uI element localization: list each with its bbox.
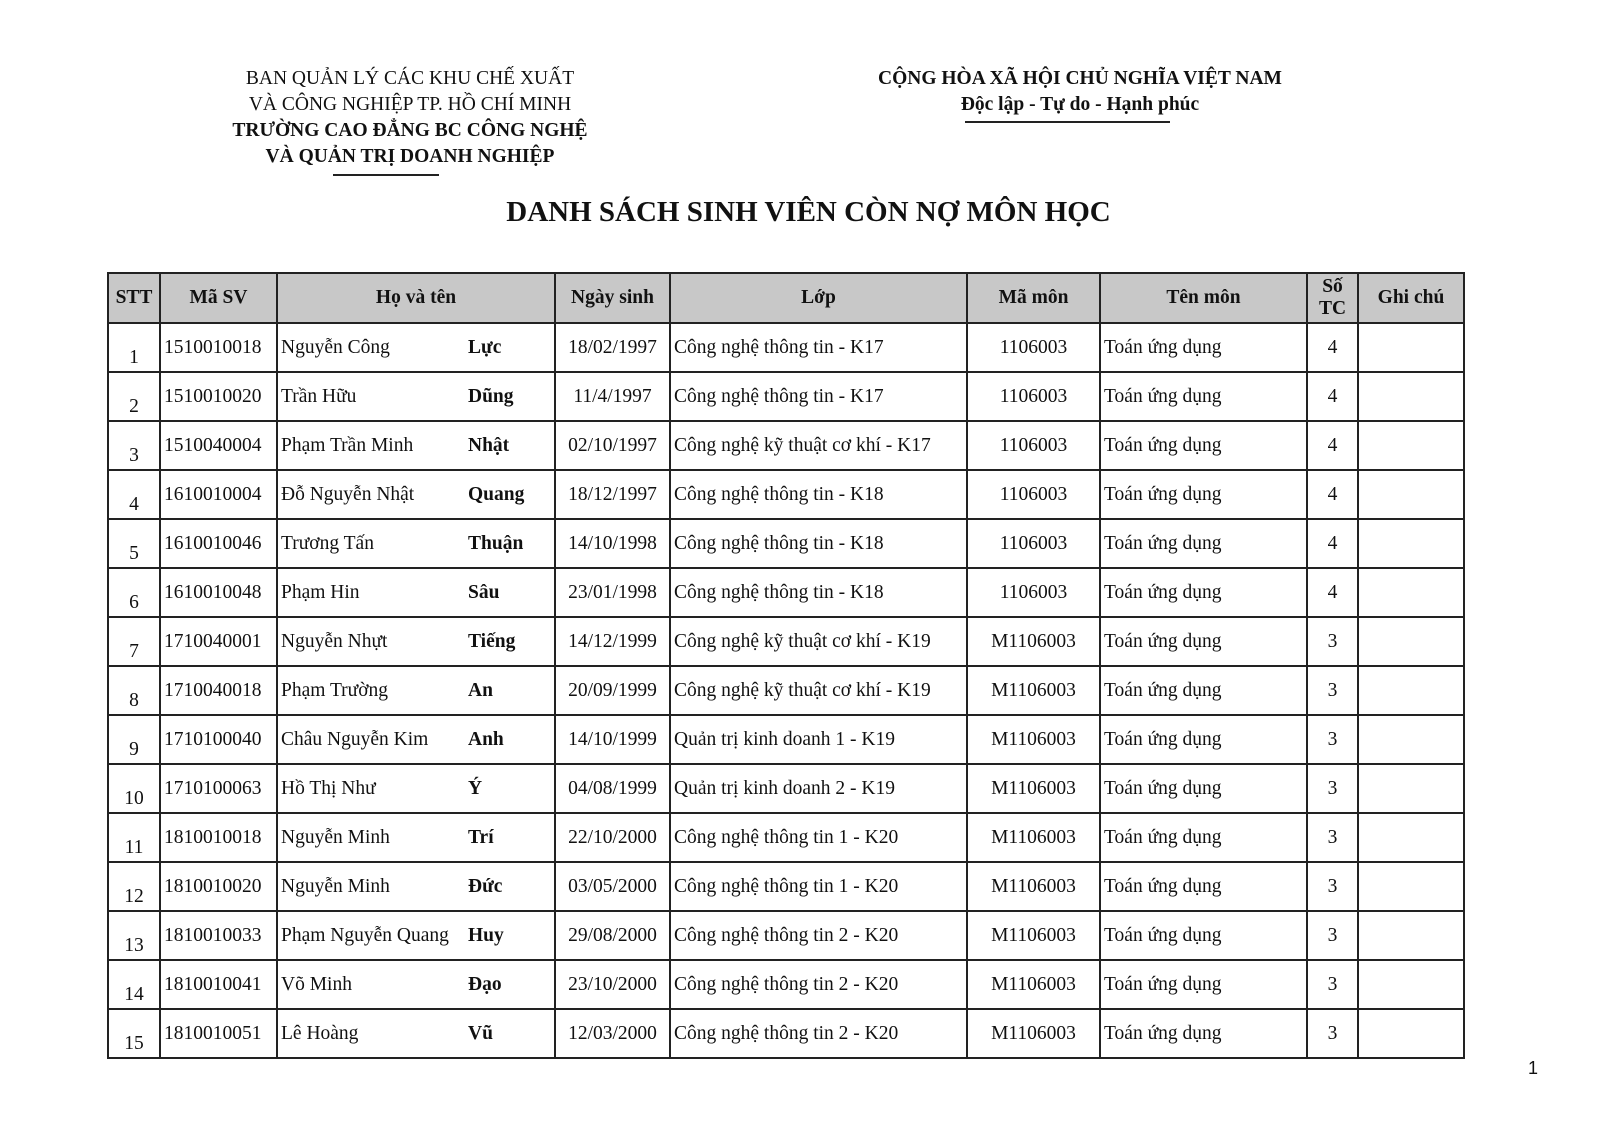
cell-ma-sv: 1810010033 [160, 911, 277, 960]
cell-ghi-chu [1358, 764, 1464, 813]
cell-stt: 8 [108, 666, 160, 715]
cell-lop: Quản trị kinh doanh 1 - K19 [670, 715, 967, 764]
cell-ma-sv: 1710040018 [160, 666, 277, 715]
cell-ma-sv: 1610010048 [160, 568, 277, 617]
cell-lop: Công nghệ kỹ thuật cơ khí - K19 [670, 617, 967, 666]
cell-so-tc: 3 [1307, 666, 1358, 715]
cell-ten-mon: Toán ứng dụng [1100, 372, 1307, 421]
cell-ma-sv: 1610010004 [160, 470, 277, 519]
last-middle-name: Nguyễn Công [281, 336, 390, 358]
col-stt: STT [108, 273, 160, 323]
table-row [108, 764, 1464, 813]
cell-lop: Công nghệ kỹ thuật cơ khí - K19 [670, 666, 967, 715]
cell-ma-sv: 1810010020 [160, 862, 277, 911]
cell-ho-ten [277, 862, 555, 911]
cell-ngay-sinh: 04/08/1999 [555, 764, 670, 813]
first-name: Quang [468, 483, 525, 505]
cell-ngay-sinh: 11/4/1997 [555, 372, 670, 421]
table-row [108, 715, 1464, 764]
cell-ghi-chu [1358, 715, 1464, 764]
cell-ghi-chu [1358, 617, 1464, 666]
cell-lop: Công nghệ thông tin 1 - K20 [670, 813, 967, 862]
cell-ma-sv: 1510010018 [160, 323, 277, 372]
cell-ghi-chu [1358, 666, 1464, 715]
cell-ma-mon: 1106003 [967, 372, 1100, 421]
student-table [107, 272, 1465, 1059]
school-line: TRƯỜNG CAO ĐẲNG BC CÔNG NGHỆ [232, 120, 588, 141]
first-name: Thuận [468, 532, 524, 554]
first-name: Đức [468, 875, 503, 897]
first-name: Tiếng [468, 630, 516, 652]
cell-lop: Công nghệ thông tin - K17 [670, 372, 967, 421]
agency-line: BAN QUẢN LÝ CÁC KHU CHẾ XUẤT [245, 68, 575, 89]
cell-ma-mon: M1106003 [967, 960, 1100, 1009]
cell-stt: 11 [108, 813, 160, 862]
table-row [108, 813, 1464, 862]
table-row [108, 372, 1464, 421]
cell-stt: 3 [108, 421, 160, 470]
cell-stt: 9 [108, 715, 160, 764]
cell-so-tc: 4 [1307, 470, 1358, 519]
school-line: VÀ QUẢN TRỊ DOANH NGHIỆP [265, 146, 555, 167]
cell-ho-ten [277, 470, 555, 519]
cell-ho-ten [277, 617, 555, 666]
cell-ten-mon: Toán ứng dụng [1100, 715, 1307, 764]
table-header-row [108, 273, 1464, 323]
cell-ma-mon: M1106003 [967, 1009, 1100, 1058]
cell-so-tc: 3 [1307, 862, 1358, 911]
divider [333, 174, 439, 176]
cell-so-tc: 3 [1307, 1009, 1358, 1058]
cell-ma-sv: 1810010051 [160, 1009, 277, 1058]
cell-stt: 6 [108, 568, 160, 617]
last-middle-name: Châu Nguyễn Kim [281, 728, 429, 750]
cell-ghi-chu [1358, 421, 1464, 470]
table-row [108, 617, 1464, 666]
last-middle-name: Đỗ Nguyễn Nhật [281, 483, 415, 505]
cell-stt: 15 [108, 1009, 160, 1058]
cell-ma-mon: 1106003 [967, 470, 1100, 519]
cell-ngay-sinh: 22/10/2000 [555, 813, 670, 862]
cell-ghi-chu [1358, 323, 1464, 372]
cell-stt: 10 [108, 764, 160, 813]
cell-so-tc: 3 [1307, 617, 1358, 666]
last-middle-name: Phạm Hin [281, 581, 360, 603]
cell-ten-mon: Toán ứng dụng [1100, 617, 1307, 666]
table-row [108, 960, 1464, 1009]
cell-ten-mon: Toán ứng dụng [1100, 666, 1307, 715]
cell-ho-ten [277, 813, 555, 862]
first-name: Ý [468, 777, 483, 799]
cell-lop: Quản trị kinh doanh 2 - K19 [670, 764, 967, 813]
first-name: Dũng [468, 385, 514, 407]
cell-ngay-sinh: 18/02/1997 [555, 323, 670, 372]
cell-ten-mon: Toán ứng dụng [1100, 323, 1307, 372]
cell-ho-ten [277, 421, 555, 470]
table-row [108, 421, 1464, 470]
last-middle-name: Võ Minh [281, 973, 352, 995]
first-name: Huy [468, 924, 504, 946]
cell-ten-mon: Toán ứng dụng [1100, 813, 1307, 862]
first-name: Lực [468, 336, 502, 358]
cell-ten-mon: Toán ứng dụng [1100, 568, 1307, 617]
cell-ma-mon: M1106003 [967, 666, 1100, 715]
cell-stt: 14 [108, 960, 160, 1009]
cell-so-tc: 4 [1307, 421, 1358, 470]
table-row [108, 1009, 1464, 1058]
cell-ma-mon: M1106003 [967, 813, 1100, 862]
cell-ghi-chu [1358, 1009, 1464, 1058]
cell-ho-ten [277, 960, 555, 1009]
cell-so-tc: 3 [1307, 715, 1358, 764]
cell-ngay-sinh: 23/10/2000 [555, 960, 670, 1009]
cell-ma-sv: 1510010020 [160, 372, 277, 421]
cell-ngay-sinh: 29/08/2000 [555, 911, 670, 960]
cell-ma-mon: 1106003 [967, 323, 1100, 372]
cell-stt: 2 [108, 372, 160, 421]
cell-ghi-chu [1358, 372, 1464, 421]
cell-ma-sv: 1510040004 [160, 421, 277, 470]
national-motto [820, 66, 1340, 118]
col-lop: Lớp [670, 273, 967, 323]
cell-ghi-chu [1358, 911, 1464, 960]
cell-stt: 5 [108, 519, 160, 568]
cell-lop: Công nghệ thông tin 2 - K20 [670, 1009, 967, 1058]
col-ngay-sinh: Ngày sinh [555, 273, 670, 323]
cell-ma-mon: 1106003 [967, 519, 1100, 568]
table-row [108, 911, 1464, 960]
cell-ten-mon: Toán ứng dụng [1100, 470, 1307, 519]
col-ma-sv: Mã SV [160, 273, 277, 323]
cell-ma-mon: M1106003 [967, 764, 1100, 813]
document-title: DANH SÁCH SINH VIÊN CÒN NỢ MÔN HỌC [506, 196, 1111, 228]
first-name: Sâu [468, 581, 500, 603]
cell-ho-ten [277, 1009, 555, 1058]
last-middle-name: Nguyễn Minh [281, 826, 390, 848]
cell-ngay-sinh: 03/05/2000 [555, 862, 670, 911]
table-row [108, 568, 1464, 617]
cell-ten-mon: Toán ứng dụng [1100, 1009, 1307, 1058]
cell-so-tc: 3 [1307, 764, 1358, 813]
cell-ngay-sinh: 14/10/1999 [555, 715, 670, 764]
cell-lop: Công nghệ thông tin - K18 [670, 568, 967, 617]
cell-lop: Công nghệ thông tin - K18 [670, 519, 967, 568]
motto: Độc lập - Tự do - Hạnh phúc [960, 94, 1200, 115]
issuing-agency [170, 66, 650, 170]
cell-so-tc: 4 [1307, 323, 1358, 372]
cell-so-tc: 3 [1307, 960, 1358, 1009]
first-name: An [468, 679, 493, 701]
cell-ghi-chu [1358, 568, 1464, 617]
cell-lop: Công nghệ thông tin 2 - K20 [670, 960, 967, 1009]
cell-lop: Công nghệ thông tin - K17 [670, 323, 967, 372]
cell-ma-mon: 1106003 [967, 421, 1100, 470]
cell-ho-ten [277, 715, 555, 764]
cell-ma-sv: 1710100063 [160, 764, 277, 813]
last-middle-name: Nguyễn Minh [281, 875, 390, 897]
last-middle-name: Phạm Nguyễn Quang [281, 924, 449, 946]
cell-ma-sv: 1810010041 [160, 960, 277, 1009]
cell-ma-sv: 1710100040 [160, 715, 277, 764]
last-middle-name: Nguyễn Nhựt [281, 630, 388, 652]
cell-ghi-chu [1358, 470, 1464, 519]
table-row [108, 862, 1464, 911]
cell-ten-mon: Toán ứng dụng [1100, 519, 1307, 568]
table-row [108, 666, 1464, 715]
cell-ghi-chu [1358, 813, 1464, 862]
cell-ten-mon: Toán ứng dụng [1100, 960, 1307, 1009]
cell-ma-mon: 1106003 [967, 568, 1100, 617]
table-row [108, 470, 1464, 519]
col-ten-mon: Tên môn [1100, 273, 1307, 323]
cell-stt: 13 [108, 911, 160, 960]
cell-ghi-chu [1358, 519, 1464, 568]
cell-ghi-chu [1358, 960, 1464, 1009]
first-name: Anh [468, 728, 504, 750]
cell-ghi-chu [1358, 862, 1464, 911]
cell-ho-ten [277, 568, 555, 617]
cell-ho-ten [277, 911, 555, 960]
cell-ten-mon: Toán ứng dụng [1100, 911, 1307, 960]
cell-ngay-sinh: 12/03/2000 [555, 1009, 670, 1058]
last-middle-name: Trương Tấn [281, 532, 374, 554]
cell-ho-ten [277, 764, 555, 813]
cell-ngay-sinh: 20/09/1999 [555, 666, 670, 715]
cell-ma-mon: M1106003 [967, 715, 1100, 764]
col-ho-ten: Họ và tên [277, 273, 555, 323]
cell-stt: 12 [108, 862, 160, 911]
cell-stt: 4 [108, 470, 160, 519]
cell-ma-sv: 1810010018 [160, 813, 277, 862]
cell-lop: Công nghệ kỹ thuật cơ khí - K17 [670, 421, 967, 470]
last-middle-name: Phạm Trường [281, 679, 389, 701]
cell-ma-mon: M1106003 [967, 862, 1100, 911]
agency-line: VÀ CÔNG NGHIỆP TP. HỒ CHÍ MINH [248, 94, 572, 115]
cell-ho-ten [277, 519, 555, 568]
last-middle-name: Trần Hữu [281, 385, 357, 407]
country-name: CỘNG HÒA XÃ HỘI CHỦ NGHĨA VIỆT NAM [878, 68, 1282, 89]
cell-ngay-sinh: 02/10/1997 [555, 421, 670, 470]
table-row [108, 323, 1464, 372]
cell-lop: Công nghệ thông tin 2 - K20 [670, 911, 967, 960]
cell-ma-sv: 1610010046 [160, 519, 277, 568]
cell-so-tc: 4 [1307, 372, 1358, 421]
table-row [108, 519, 1464, 568]
cell-ngay-sinh: 14/12/1999 [555, 617, 670, 666]
first-name: Trí [468, 826, 494, 848]
cell-so-tc: 4 [1307, 568, 1358, 617]
cell-stt: 7 [108, 617, 160, 666]
cell-so-tc: 3 [1307, 911, 1358, 960]
divider [965, 121, 1170, 123]
cell-ho-ten [277, 323, 555, 372]
cell-lop: Công nghệ thông tin 1 - K20 [670, 862, 967, 911]
cell-ten-mon: Toán ứng dụng [1100, 421, 1307, 470]
cell-ho-ten [277, 372, 555, 421]
cell-so-tc: 3 [1307, 813, 1358, 862]
cell-ten-mon: Toán ứng dụng [1100, 764, 1307, 813]
cell-lop: Công nghệ thông tin - K18 [670, 470, 967, 519]
cell-ngay-sinh: 18/12/1997 [555, 470, 670, 519]
col-ma-mon: Mã môn [967, 273, 1100, 323]
last-middle-name: Lê Hoàng [281, 1022, 359, 1044]
first-name: Vũ [468, 1022, 493, 1044]
first-name: Nhật [468, 434, 510, 456]
cell-ma-mon: M1106003 [967, 617, 1100, 666]
cell-ho-ten [277, 666, 555, 715]
col-ghi-chu: Ghi chú [1358, 273, 1464, 323]
cell-ngay-sinh: 14/10/1998 [555, 519, 670, 568]
cell-ma-sv: 1710040001 [160, 617, 277, 666]
last-middle-name: Hồ Thị Như [281, 777, 376, 799]
first-name: Đạo [468, 973, 502, 995]
col-so-tc: Số TC [1307, 273, 1358, 323]
cell-ma-mon: M1106003 [967, 911, 1100, 960]
cell-ngay-sinh: 23/01/1998 [555, 568, 670, 617]
page-number: 1 [1527, 1058, 1538, 1078]
cell-stt: 1 [108, 323, 160, 372]
last-middle-name: Phạm Trần Minh [281, 434, 414, 456]
cell-so-tc: 4 [1307, 519, 1358, 568]
cell-ten-mon: Toán ứng dụng [1100, 862, 1307, 911]
